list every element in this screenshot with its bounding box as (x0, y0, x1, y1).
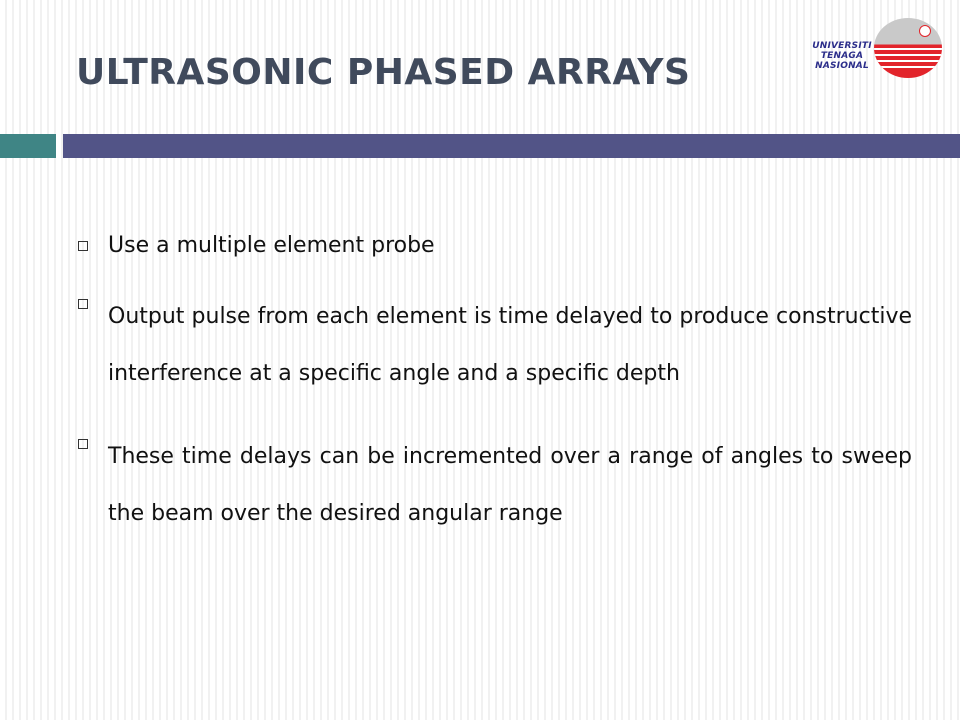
square-bullet-icon (78, 439, 88, 449)
logo-circle (874, 18, 942, 78)
university-logo (798, 16, 944, 80)
slide-title: ULTRASONIC PHASED ARRAYS (76, 52, 691, 93)
bullet-item (76, 428, 912, 542)
bullet-list (76, 230, 912, 557)
logo-wordmark (800, 41, 884, 71)
bullet-text: Use a multiple element probe (108, 233, 435, 258)
header-accent-bar (0, 134, 56, 158)
square-bullet-icon (78, 241, 88, 251)
logo-line-1: UNIVERSITI (812, 41, 872, 51)
header-divider-bar (63, 134, 960, 158)
university-emblem-icon (919, 25, 931, 37)
bullet-item (76, 288, 912, 402)
logo-line-2: TENAGA (820, 51, 864, 61)
bullet-text: Output pulse from each element is time delayed to produce constructive interference at a specific angle and a specific depth (108, 304, 912, 386)
logo-line-3: NASIONAL (815, 61, 869, 71)
bullet-item (76, 230, 912, 262)
square-bullet-icon (78, 299, 88, 309)
bullet-text: These time delays can be incremented over a range of angles to sweep the beam over the desired angular range (108, 444, 912, 526)
